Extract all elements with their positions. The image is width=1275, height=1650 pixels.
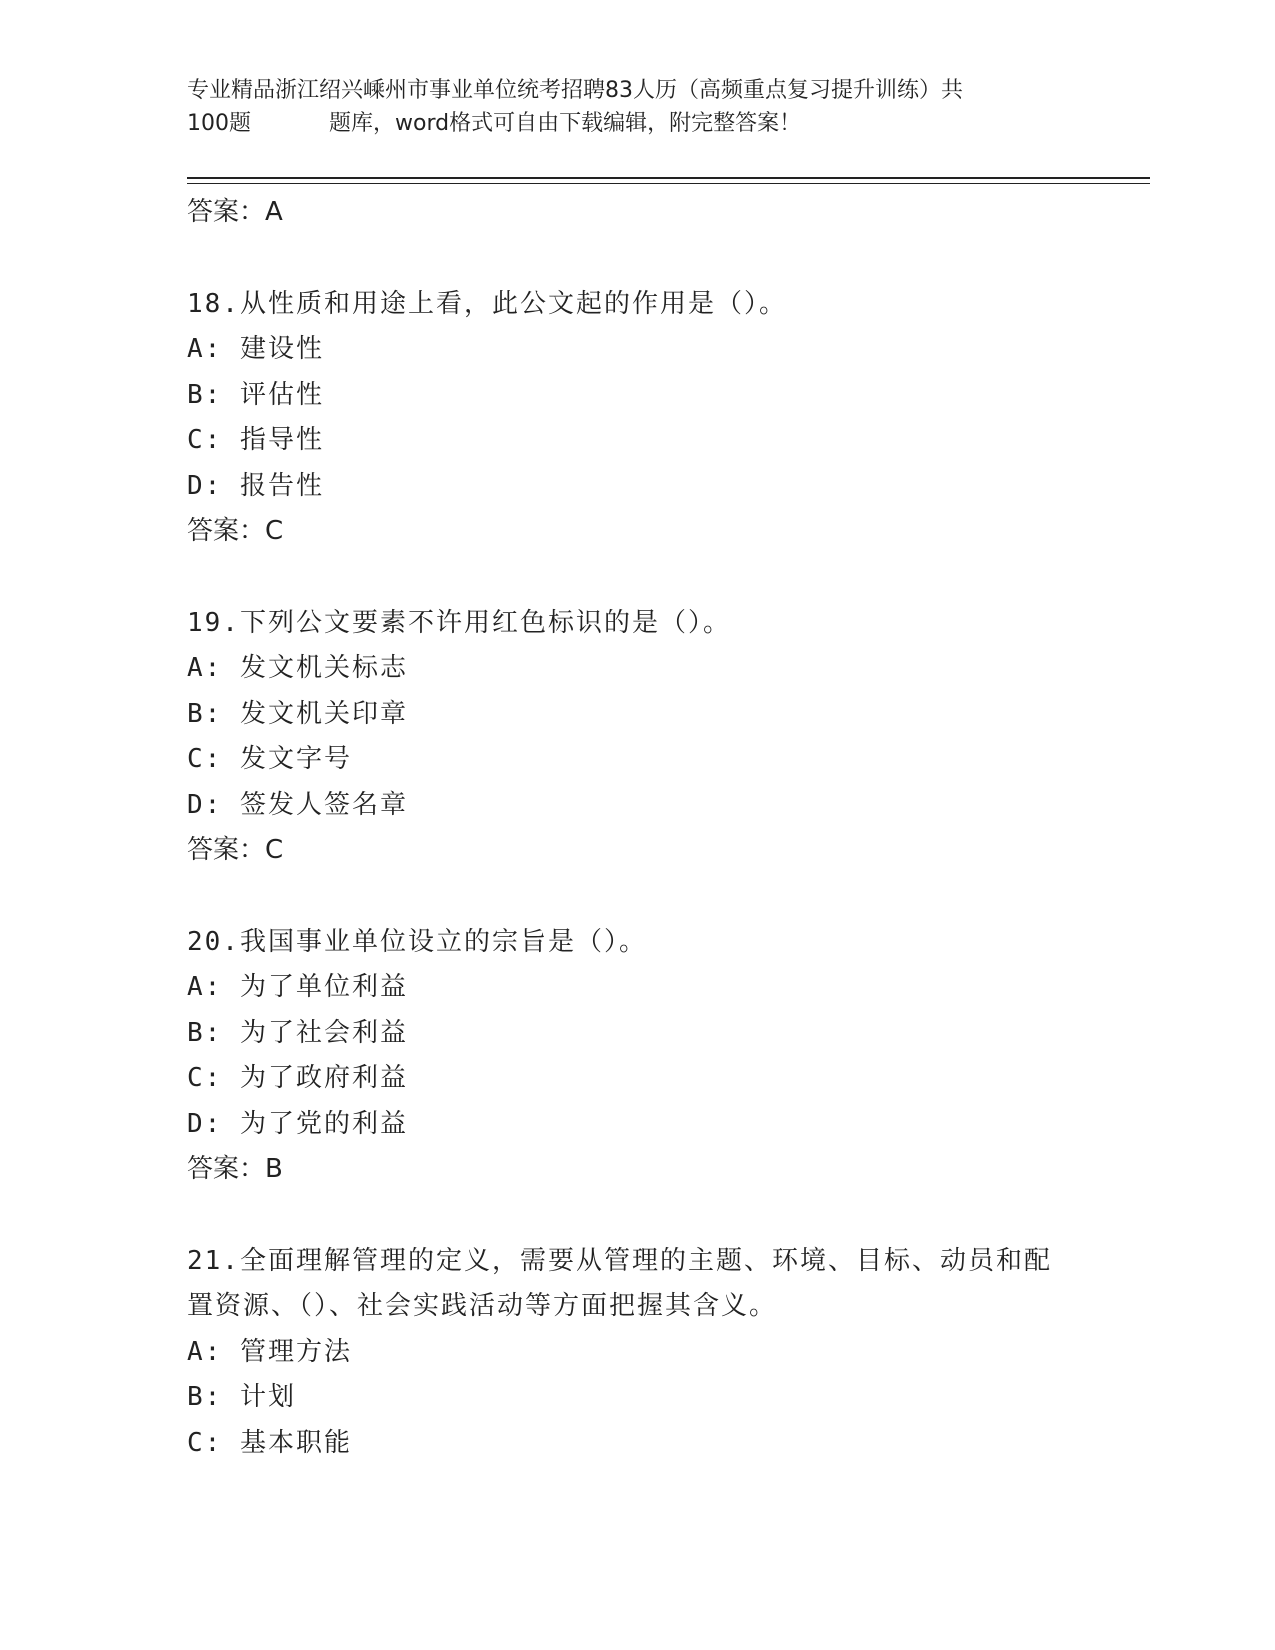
option-b: B: 为了社会利益: [187, 1017, 408, 1048]
option-d: D: 报告性: [187, 470, 324, 501]
option-b: B: 评估性: [187, 379, 324, 410]
question-20: [187, 920, 1087, 1193]
header-question-count: 100题: [187, 111, 251, 136]
header-rule-thin: [187, 183, 1150, 184]
option-d: D: 为了党的利益: [187, 1108, 408, 1139]
document-header: [187, 74, 1087, 140]
question-stem: 18.从性质和用途上看，此公文起的作用是（）。: [187, 288, 787, 319]
option-a: A: 管理方法: [187, 1336, 352, 1367]
option-d: D: 签发人签名章: [187, 789, 408, 820]
question-18: [187, 282, 1087, 555]
option-b: B: 发文机关印章: [187, 698, 408, 729]
header-title-line2: [187, 107, 1087, 140]
answer: 答案：C: [187, 516, 284, 546]
question-stem-line1: 21.全面理解管理的定义，需要从管理的主题、环境、目标、动员和配: [187, 1245, 1052, 1276]
option-c: C: 指导性: [187, 425, 324, 455]
header-title-line1: 专业精品浙江绍兴嵊州市事业单位统考招聘83人历（高频重点复习提升训练）共: [187, 78, 963, 103]
question-21: [187, 1239, 1087, 1467]
option-a: A: 发文机关标志: [187, 653, 408, 683]
option-c: C: 发文字号: [187, 744, 352, 774]
answer: 答案：B: [187, 1154, 283, 1184]
question-content: [187, 190, 1087, 1466]
question-19: [187, 601, 1087, 874]
question-stem: 20.我国事业单位设立的宗旨是（）。: [187, 926, 647, 957]
header-rule-thick: [187, 177, 1150, 179]
option-b: B: 计划: [187, 1382, 296, 1412]
option-c: C: 为了政府利益: [187, 1063, 408, 1093]
option-a: A: 为了单位利益: [187, 972, 408, 1002]
question-stem: 19.下列公文要素不许用红色标识的是（）。: [187, 607, 731, 638]
question-stem-line2: 置资源、（）、社会实践活动等方面把握其含义。: [187, 1291, 778, 1321]
answer: 答案：C: [187, 835, 284, 865]
option-c: C: 基本职能: [187, 1427, 352, 1458]
header-description: 题库，word格式可自由下载编辑，附完整答案！: [329, 111, 802, 136]
option-a: A: 建设性: [187, 334, 324, 364]
previous-answer: 答案：A: [187, 197, 283, 227]
